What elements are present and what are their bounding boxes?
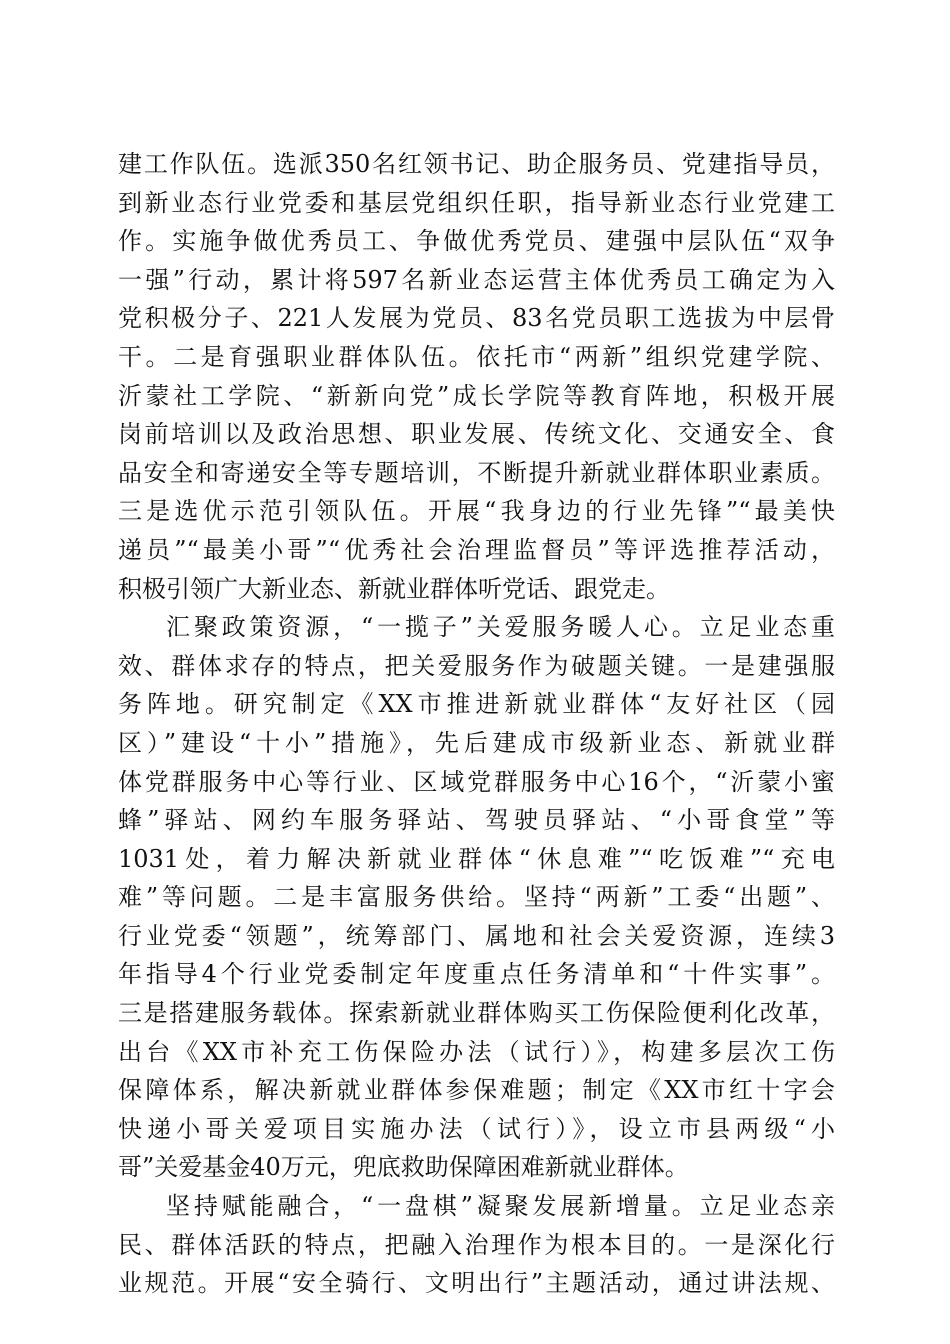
text-line: 递员”“最美小哥”“优秀社会治理监督员”等评选推荐活动， [118,535,835,564]
text-line: 快递小哥关爱项目实施办法（试行）》，设立市县两级“小 [118,1114,835,1143]
text-line: 蜂”驿站、网约车服务驿站、驾驶员驿站、“小哥食堂”等 [118,806,835,835]
text-line: 年指导4个行业党委制定年度重点任务清单和“十件实事”。 [118,960,835,989]
text-line: 岗前培训以及政治思想、职业发展、传统文化、交通安全、食 [118,420,835,449]
text-line: 出台《XX市补充工伤保险办法（试行）》，构建多层次工伤 [118,1037,835,1066]
text-line: 难”等问题。二是丰富服务供给。坚持“两新”工委“出题”、 [118,883,835,912]
text-line: 业规范。开展“安全骑行、文明出行”主题活动，通过讲法规、 [118,1269,835,1298]
document-body [118,145,835,1303]
text-line: 干。二是育强职业群体队伍。依托市“两新”组织党建学院、 [118,342,835,371]
text-line: 坚持赋能融合，“一盘棋”凝聚发展新增量。立足业态亲 [166,1192,835,1221]
text-line: 建工作队伍。选派350名红领书记、助企服务员、党建指导员， [118,150,835,178]
text-line: 1031处，着力解决新就业群体“休息难”“吃饭难”“充电 [118,844,835,873]
text-line: 作。实施争做优秀员工、争做优秀党员、建强中层队伍“双争 [118,227,835,256]
text-line: 民、群体活跃的特点，把融入治理作为根本目的。一是深化行 [118,1230,835,1259]
text-line: 品安全和寄递安全等专题培训，不断提升新就业群体职业素质。 [118,458,835,487]
text-line: 务阵地。研究制定《XX市推进新就业群体“友好社区（园 [118,690,835,719]
text-line: 沂蒙社工学院、“新新向党”成长学院等教育阵地，积极开展 [118,381,835,410]
text-line: 党积极分子、221人发展为党员、83名党员职工选拔为中层骨 [118,304,835,333]
text-line: 哥”关爱基金40万元，兜底救助保障困难新就业群体。 [118,1153,689,1182]
text-line: 一强”行动，累计将597名新业态运营主体优秀员工确定为入 [118,265,835,294]
text-line: 区）”建设“十小”措施》，先后建成市级新业态、新就业群 [118,728,835,757]
text-line: 效、群体求存的特点，把关爱服务作为破题关键。一是建强服 [118,651,835,680]
text-line: 三是选优示范引领队伍。开展“我身边的行业先锋”“最美快 [118,497,835,526]
text-line: 到新业态行业党委和基层党组织任职，指导新业态行业党建工 [118,188,835,217]
text-line: 体党群服务中心等行业、区域党群服务中心16个，“沂蒙小蜜 [118,767,835,796]
text-line: 积极引领广大新业态、新就业群体听党话、跟党走。 [118,574,670,603]
text-line: 三是搭建服务载体。探索新就业群体购买工伤保险便利化改革， [118,999,835,1028]
text-line: 汇聚政策资源，“一揽子”关爱服务暖人心。立足业态重 [166,613,835,642]
text-line: 保障体系，解决新就业群体参保难题；制定《XX市红十字会 [118,1076,835,1105]
text-line: 行业党委“领题”，统筹部门、属地和社会关爱资源，连续3 [118,921,835,950]
